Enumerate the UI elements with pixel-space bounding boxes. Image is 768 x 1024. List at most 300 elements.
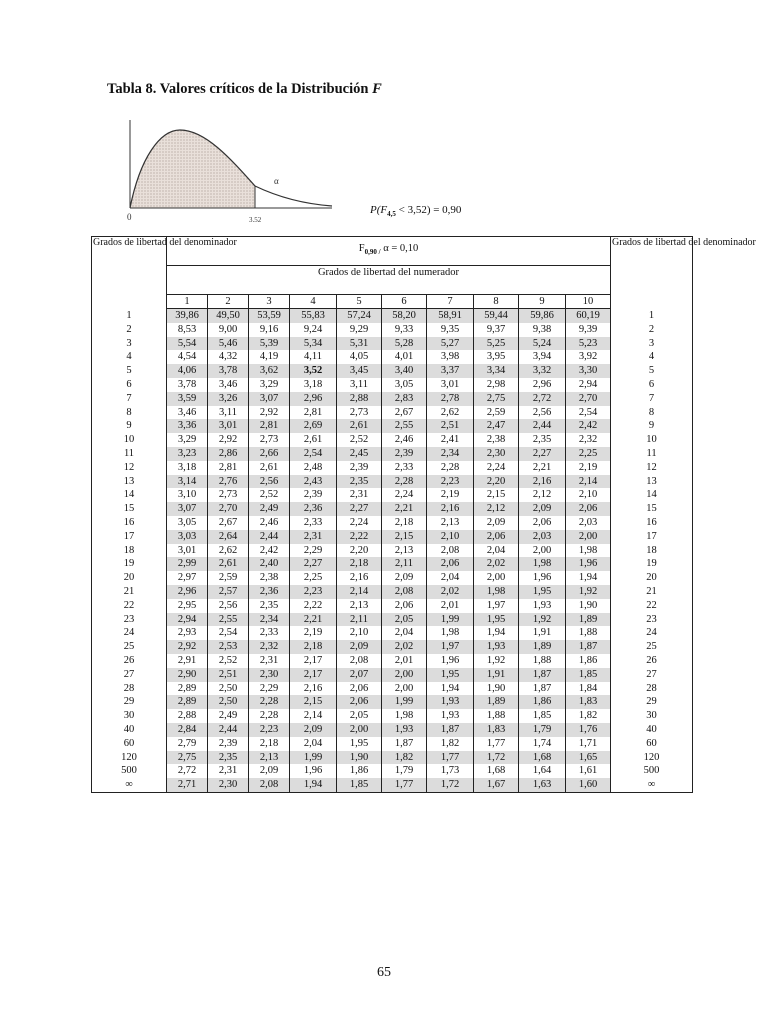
df-left: 26 bbox=[92, 654, 167, 668]
table-cell: 3,11 bbox=[208, 406, 249, 420]
table-row bbox=[92, 640, 693, 654]
df-right: 30 bbox=[611, 709, 693, 723]
df-left: 6 bbox=[92, 378, 167, 392]
probability-statement bbox=[370, 204, 461, 218]
table-cell: 2,66 bbox=[249, 447, 290, 461]
df-left: 23 bbox=[92, 613, 167, 627]
table-cell: 2,40 bbox=[249, 557, 290, 571]
table-cell: 2,05 bbox=[337, 709, 382, 723]
df-left: 60 bbox=[92, 737, 167, 751]
table-cell: 2,79 bbox=[167, 737, 208, 751]
df-right: 27 bbox=[611, 668, 693, 682]
df-right: 14 bbox=[611, 488, 693, 502]
table-cell: 2,30 bbox=[249, 668, 290, 682]
table-cell: 1,88 bbox=[566, 626, 611, 640]
table-cell: 2,73 bbox=[337, 406, 382, 420]
table-cell: 2,31 bbox=[337, 488, 382, 502]
column-number-row bbox=[92, 295, 693, 309]
table-cell: 2,10 bbox=[337, 626, 382, 640]
table-cell: 1,95 bbox=[337, 737, 382, 751]
table-cell: 2,92 bbox=[208, 433, 249, 447]
table-cell: 57,24 bbox=[337, 309, 382, 323]
table-cell: 2,16 bbox=[519, 475, 566, 489]
table-cell: 1,79 bbox=[382, 764, 427, 778]
table-cell: 2,59 bbox=[208, 571, 249, 585]
table-cell: 3,23 bbox=[167, 447, 208, 461]
table-cell: 1,92 bbox=[519, 613, 566, 627]
right-header: Grados de libertad del denominador bbox=[611, 237, 693, 309]
table-cell: 2,90 bbox=[167, 668, 208, 682]
table-cell: 1,91 bbox=[519, 626, 566, 640]
table-cell: 3,46 bbox=[167, 406, 208, 420]
table-cell: 3,36 bbox=[167, 419, 208, 433]
table-cell: 1,79 bbox=[519, 723, 566, 737]
table-cell: 2,88 bbox=[337, 392, 382, 406]
table-cell: 1,83 bbox=[566, 695, 611, 709]
df-right: 9 bbox=[611, 419, 693, 433]
table-cell: 2,19 bbox=[290, 626, 337, 640]
table-row bbox=[92, 488, 693, 502]
table-cell: 2,43 bbox=[290, 475, 337, 489]
table-cell: 3,37 bbox=[427, 364, 474, 378]
table-cell: 1,96 bbox=[290, 764, 337, 778]
table-cell: 1,96 bbox=[519, 571, 566, 585]
table-row bbox=[92, 751, 693, 765]
table-cell: 5,54 bbox=[167, 337, 208, 351]
table-cell: 2,33 bbox=[249, 626, 290, 640]
df-right: 13 bbox=[611, 475, 693, 489]
table-cell: 1,60 bbox=[566, 778, 611, 792]
table-cell: 9,24 bbox=[290, 323, 337, 337]
table-cell: 3,07 bbox=[249, 392, 290, 406]
table-cell: 2,06 bbox=[382, 599, 427, 613]
table-cell: 2,52 bbox=[208, 654, 249, 668]
table-cell: 2,84 bbox=[167, 723, 208, 737]
table-cell: 53,59 bbox=[249, 309, 290, 323]
table-cell: 2,08 bbox=[382, 585, 427, 599]
table-cell: 2,15 bbox=[290, 695, 337, 709]
df-right: 21 bbox=[611, 585, 693, 599]
table-cell: 2,06 bbox=[337, 682, 382, 696]
table-cell: 1,99 bbox=[290, 751, 337, 765]
table-cell: 2,12 bbox=[474, 502, 519, 516]
table-cell: 9,33 bbox=[382, 323, 427, 337]
table-cell: 1,90 bbox=[474, 682, 519, 696]
table-cell: 1,85 bbox=[566, 668, 611, 682]
table-cell: 2,36 bbox=[249, 585, 290, 599]
table-cell: 1,87 bbox=[519, 668, 566, 682]
table-cell: 3,46 bbox=[208, 378, 249, 392]
column-number: 2 bbox=[208, 295, 249, 309]
table-cell: 2,08 bbox=[337, 654, 382, 668]
table-cell: 58,91 bbox=[427, 309, 474, 323]
table-cell: 3,01 bbox=[208, 419, 249, 433]
table-cell: 2,45 bbox=[337, 447, 382, 461]
table-cell: 1,84 bbox=[566, 682, 611, 696]
table-cell: 2,30 bbox=[474, 447, 519, 461]
table-cell: 2,61 bbox=[290, 433, 337, 447]
table-cell: 2,94 bbox=[566, 378, 611, 392]
table-cell: 2,21 bbox=[382, 502, 427, 516]
table-cell: 1,95 bbox=[427, 668, 474, 682]
df-left: 2 bbox=[92, 323, 167, 337]
page-title bbox=[107, 81, 382, 98]
table-cell: 1,89 bbox=[566, 613, 611, 627]
table-row bbox=[92, 337, 693, 351]
table-cell: 2,64 bbox=[208, 530, 249, 544]
table-cell: 2,00 bbox=[382, 682, 427, 696]
df-right: 60 bbox=[611, 737, 693, 751]
df-left: 28 bbox=[92, 682, 167, 696]
column-number: 7 bbox=[427, 295, 474, 309]
column-number: 5 bbox=[337, 295, 382, 309]
df-left: 27 bbox=[92, 668, 167, 682]
table-row bbox=[92, 447, 693, 461]
table-cell: 2,42 bbox=[566, 419, 611, 433]
df-right: 11 bbox=[611, 447, 693, 461]
df-left: 15 bbox=[92, 502, 167, 516]
df-right: 10 bbox=[611, 433, 693, 447]
column-number: 8 bbox=[474, 295, 519, 309]
table-cell: 2,11 bbox=[382, 557, 427, 571]
table-cell: 39,86 bbox=[167, 309, 208, 323]
table-cell: 1,93 bbox=[474, 640, 519, 654]
table-cell: 4,54 bbox=[167, 350, 208, 364]
table-cell: 2,71 bbox=[167, 778, 208, 792]
table-cell: 2,73 bbox=[208, 488, 249, 502]
df-right: 1 bbox=[611, 309, 693, 323]
df-right: 17 bbox=[611, 530, 693, 544]
table-cell: 2,56 bbox=[208, 599, 249, 613]
df-right: 5 bbox=[611, 364, 693, 378]
prob-prefix: P(F bbox=[370, 204, 388, 216]
table-cell: 2,88 bbox=[167, 709, 208, 723]
df-right: 6 bbox=[611, 378, 693, 392]
table-cell: 1,73 bbox=[427, 764, 474, 778]
table-row bbox=[92, 695, 693, 709]
table-cell: 1,88 bbox=[519, 654, 566, 668]
table-cell: 1,63 bbox=[519, 778, 566, 792]
table-cell: 1,94 bbox=[290, 778, 337, 792]
table-cell: 2,18 bbox=[382, 516, 427, 530]
table-cell: 1,61 bbox=[566, 764, 611, 778]
df-right: 18 bbox=[611, 544, 693, 558]
table-cell: 2,25 bbox=[290, 571, 337, 585]
table-cell: 9,38 bbox=[519, 323, 566, 337]
table-row bbox=[92, 309, 693, 323]
table-cell: 2,55 bbox=[208, 613, 249, 627]
table-cell: 2,50 bbox=[208, 695, 249, 709]
df-right: 15 bbox=[611, 502, 693, 516]
df-left: 9 bbox=[92, 419, 167, 433]
table-cell: 2,28 bbox=[427, 461, 474, 475]
table-cell: 49,50 bbox=[208, 309, 249, 323]
table-cell: 2,16 bbox=[290, 682, 337, 696]
table-cell: 2,13 bbox=[427, 516, 474, 530]
table-cell: 1,86 bbox=[519, 695, 566, 709]
df-left: ∞ bbox=[92, 778, 167, 792]
table-cell: 1,86 bbox=[566, 654, 611, 668]
f-label-main: F bbox=[358, 243, 365, 255]
table-row bbox=[92, 557, 693, 571]
df-left: 500 bbox=[92, 764, 167, 778]
table-cell: 1,95 bbox=[474, 613, 519, 627]
df-left: 40 bbox=[92, 723, 167, 737]
table-cell: 2,10 bbox=[427, 530, 474, 544]
table-cell: 2,10 bbox=[566, 488, 611, 502]
table-cell: 2,09 bbox=[382, 571, 427, 585]
table-cell: 5,31 bbox=[337, 337, 382, 351]
df-right: 40 bbox=[611, 723, 693, 737]
table-cell: 9,16 bbox=[249, 323, 290, 337]
table-cell: 2,22 bbox=[290, 599, 337, 613]
df-right: 2 bbox=[611, 323, 693, 337]
table-cell: 2,02 bbox=[474, 557, 519, 571]
table-cell: 5,23 bbox=[566, 337, 611, 351]
table-cell: 2,25 bbox=[566, 447, 611, 461]
table-cell: 2,18 bbox=[290, 640, 337, 654]
table-cell: 1,65 bbox=[566, 751, 611, 765]
table-cell: 2,06 bbox=[519, 516, 566, 530]
critical-label: 3.52 bbox=[249, 216, 262, 224]
table-cell: 1,96 bbox=[566, 557, 611, 571]
df-right: 26 bbox=[611, 654, 693, 668]
table-cell: 3,94 bbox=[519, 350, 566, 364]
table-cell: 2,00 bbox=[382, 668, 427, 682]
df-left: 3 bbox=[92, 337, 167, 351]
table-cell: 2,36 bbox=[290, 502, 337, 516]
table-cell: 2,02 bbox=[427, 585, 474, 599]
table-cell: 2,39 bbox=[337, 461, 382, 475]
table-cell: 2,24 bbox=[474, 461, 519, 475]
df-left: 12 bbox=[92, 461, 167, 475]
table-cell: 3,01 bbox=[167, 544, 208, 558]
table-cell: 3,10 bbox=[167, 488, 208, 502]
table-cell: 2,35 bbox=[519, 433, 566, 447]
table-row bbox=[92, 737, 693, 751]
table-row bbox=[92, 475, 693, 489]
df-left: 7 bbox=[92, 392, 167, 406]
table-row bbox=[92, 419, 693, 433]
table-cell: 2,39 bbox=[382, 447, 427, 461]
table-cell: 2,29 bbox=[249, 682, 290, 696]
table-cell: 3,05 bbox=[167, 516, 208, 530]
table-cell: 2,75 bbox=[167, 751, 208, 765]
table-cell: 3,26 bbox=[208, 392, 249, 406]
table-cell: 5,28 bbox=[382, 337, 427, 351]
table-cell: 2,96 bbox=[290, 392, 337, 406]
table-cell: 3,62 bbox=[249, 364, 290, 378]
column-number: 1 bbox=[167, 295, 208, 309]
table-cell: 1,99 bbox=[427, 613, 474, 627]
table-cell: 2,73 bbox=[249, 433, 290, 447]
table-cell: 2,62 bbox=[427, 406, 474, 420]
table-cell: 1,74 bbox=[519, 737, 566, 751]
table-cell: 2,13 bbox=[337, 599, 382, 613]
table-cell: 1,98 bbox=[566, 544, 611, 558]
table-cell: 1,68 bbox=[519, 751, 566, 765]
table-cell: 1,72 bbox=[427, 778, 474, 792]
table-cell: 2,69 bbox=[290, 419, 337, 433]
table-cell: 5,27 bbox=[427, 337, 474, 351]
table-cell: 1,85 bbox=[337, 778, 382, 792]
table-cell: 3,01 bbox=[427, 378, 474, 392]
df-right: 4 bbox=[611, 350, 693, 364]
table-cell: 3,95 bbox=[474, 350, 519, 364]
table-cell: 1,90 bbox=[337, 751, 382, 765]
df-right: 500 bbox=[611, 764, 693, 778]
table-cell: 2,29 bbox=[290, 544, 337, 558]
df-right: 23 bbox=[611, 613, 693, 627]
table-cell: 1,82 bbox=[566, 709, 611, 723]
table-cell: 2,78 bbox=[427, 392, 474, 406]
table-cell: 2,09 bbox=[290, 723, 337, 737]
table-cell: 2,23 bbox=[427, 475, 474, 489]
table-cell: 2,23 bbox=[290, 585, 337, 599]
table-cell: 2,01 bbox=[382, 654, 427, 668]
left-header: Grados de libertad del denominador bbox=[92, 237, 167, 309]
table-cell: 2,31 bbox=[208, 764, 249, 778]
table-cell: 1,93 bbox=[427, 695, 474, 709]
table-cell: 2,49 bbox=[208, 709, 249, 723]
table-cell: 2,31 bbox=[290, 530, 337, 544]
df-right: 7 bbox=[611, 392, 693, 406]
f-label-rest: α = 0,10 bbox=[380, 243, 419, 255]
table-cell: 3,59 bbox=[167, 392, 208, 406]
table-cell: 1,88 bbox=[474, 709, 519, 723]
zero-label: 0 bbox=[127, 212, 132, 222]
table-cell: 1,93 bbox=[382, 723, 427, 737]
table-row bbox=[92, 323, 693, 337]
table-cell: 5,24 bbox=[519, 337, 566, 351]
df-left: 13 bbox=[92, 475, 167, 489]
table-cell: 3,40 bbox=[382, 364, 427, 378]
title-variable: F bbox=[372, 81, 382, 97]
table-cell: 1,85 bbox=[519, 709, 566, 723]
table-cell: 9,00 bbox=[208, 323, 249, 337]
table-row bbox=[92, 516, 693, 530]
table-cell: 2,93 bbox=[167, 626, 208, 640]
table-cell: 2,72 bbox=[519, 392, 566, 406]
table-cell: 2,15 bbox=[474, 488, 519, 502]
table-cell: 2,18 bbox=[337, 557, 382, 571]
table-cell: 2,81 bbox=[290, 406, 337, 420]
table-cell: 2,19 bbox=[427, 488, 474, 502]
df-right: 8 bbox=[611, 406, 693, 420]
table-cell: 2,00 bbox=[474, 571, 519, 585]
table-cell: 2,89 bbox=[167, 695, 208, 709]
table-cell: 3,03 bbox=[167, 530, 208, 544]
df-left: 22 bbox=[92, 599, 167, 613]
table-cell: 9,37 bbox=[474, 323, 519, 337]
table-row bbox=[92, 571, 693, 585]
table-cell: 2,16 bbox=[337, 571, 382, 585]
table-cell: 2,86 bbox=[208, 447, 249, 461]
table-cell: 3,18 bbox=[290, 378, 337, 392]
df-right: 29 bbox=[611, 695, 693, 709]
table-cell: 2,28 bbox=[382, 475, 427, 489]
table-cell: 2,20 bbox=[337, 544, 382, 558]
table-cell: 2,75 bbox=[474, 392, 519, 406]
table-cell: 2,27 bbox=[519, 447, 566, 461]
table-cell: 2,18 bbox=[249, 737, 290, 751]
table-cell: 2,20 bbox=[474, 475, 519, 489]
table-row bbox=[92, 433, 693, 447]
table-cell: 2,96 bbox=[167, 585, 208, 599]
table-cell: 2,51 bbox=[208, 668, 249, 682]
table-cell: 1,82 bbox=[382, 751, 427, 765]
df-right: 3 bbox=[611, 337, 693, 351]
table-cell: 9,35 bbox=[427, 323, 474, 337]
column-number: 4 bbox=[290, 295, 337, 309]
table-cell: 2,13 bbox=[382, 544, 427, 558]
table-cell: 1,89 bbox=[519, 640, 566, 654]
table-cell: 2,49 bbox=[249, 502, 290, 516]
table-cell: 2,08 bbox=[249, 778, 290, 792]
table-cell: 3,14 bbox=[167, 475, 208, 489]
numerator-header: Grados de libertad del numerador bbox=[167, 266, 611, 295]
column-number: 6 bbox=[382, 295, 427, 309]
table-cell: 2,06 bbox=[427, 557, 474, 571]
df-left: 18 bbox=[92, 544, 167, 558]
table-cell: 2,51 bbox=[427, 419, 474, 433]
table-cell: 2,24 bbox=[337, 516, 382, 530]
column-number: 3 bbox=[249, 295, 290, 309]
table-cell: 2,04 bbox=[474, 544, 519, 558]
table-cell: 2,34 bbox=[427, 447, 474, 461]
table-cell: 2,22 bbox=[337, 530, 382, 544]
table-cell: 1,86 bbox=[337, 764, 382, 778]
table-cell: 2,56 bbox=[249, 475, 290, 489]
table-cell: 1,92 bbox=[474, 654, 519, 668]
table-cell: 2,56 bbox=[519, 406, 566, 420]
table-cell: 2,00 bbox=[337, 723, 382, 737]
table-cell: 59,86 bbox=[519, 309, 566, 323]
df-left: 25 bbox=[92, 640, 167, 654]
table-cell: 2,23 bbox=[249, 723, 290, 737]
table-cell: 2,62 bbox=[208, 544, 249, 558]
table-row bbox=[92, 682, 693, 696]
table-cell: 4,06 bbox=[167, 364, 208, 378]
table-cell: 1,64 bbox=[519, 764, 566, 778]
df-right: 22 bbox=[611, 599, 693, 613]
table-cell: 3,30 bbox=[566, 364, 611, 378]
table-cell: 2,46 bbox=[382, 433, 427, 447]
table-row bbox=[92, 378, 693, 392]
table-cell: 3,52 bbox=[290, 364, 337, 378]
table-row bbox=[92, 599, 693, 613]
table-cell: 1,72 bbox=[474, 751, 519, 765]
table-cell: 2,09 bbox=[249, 764, 290, 778]
table-cell: 2,13 bbox=[249, 751, 290, 765]
table-cell: 2,11 bbox=[337, 613, 382, 627]
df-left: 5 bbox=[92, 364, 167, 378]
table-cell: 2,24 bbox=[382, 488, 427, 502]
table-cell: 2,35 bbox=[208, 751, 249, 765]
table-cell: 2,44 bbox=[208, 723, 249, 737]
table-cell: 2,54 bbox=[566, 406, 611, 420]
df-right: 24 bbox=[611, 626, 693, 640]
table-cell: 2,76 bbox=[208, 475, 249, 489]
table-cell: 1,89 bbox=[474, 695, 519, 709]
table-cell: 2,14 bbox=[337, 585, 382, 599]
table-cell: 2,12 bbox=[519, 488, 566, 502]
table-cell: 4,05 bbox=[337, 350, 382, 364]
table-cell: 1,99 bbox=[382, 695, 427, 709]
table-cell: 2,81 bbox=[208, 461, 249, 475]
table-cell: 2,27 bbox=[337, 502, 382, 516]
table-cell: 2,09 bbox=[474, 516, 519, 530]
